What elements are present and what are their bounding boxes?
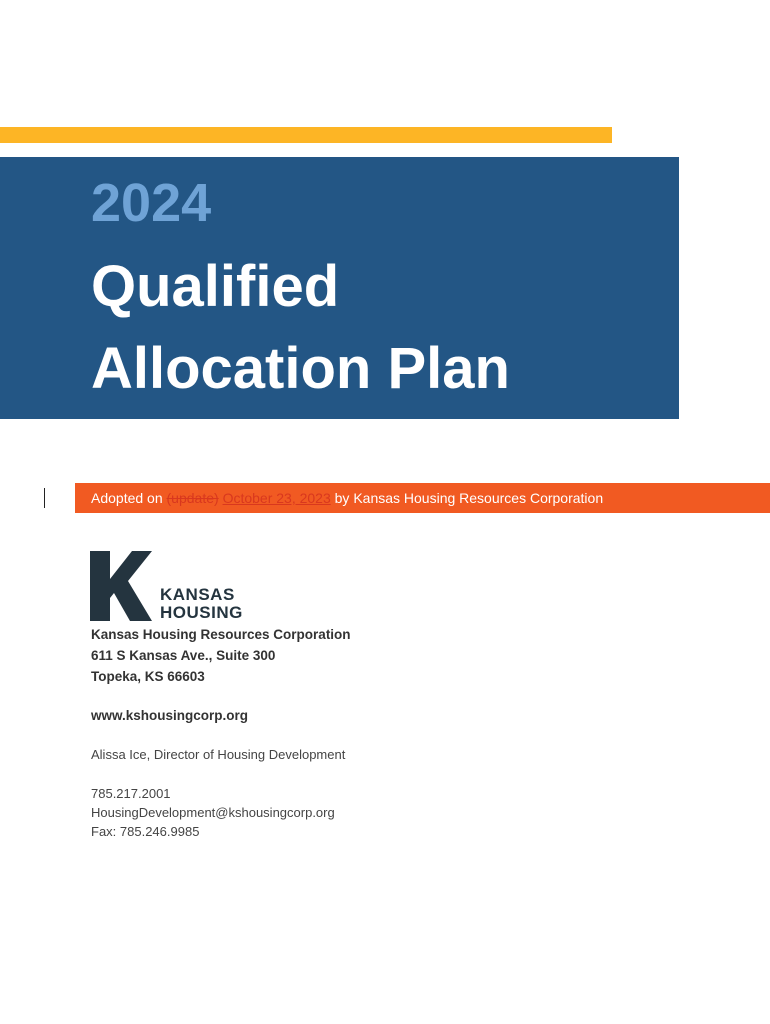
text-cursor (44, 488, 45, 508)
yellow-accent-bar (0, 127, 612, 143)
contact-email-link[interactable]: HousingDevelopment@kshousingcorp.org (91, 805, 335, 820)
adopted-suffix: by Kansas Housing Resources Corporation (330, 490, 604, 506)
org-address-line2: Topeka, KS 66603 (91, 669, 205, 684)
title-line-1: Qualified (91, 254, 340, 319)
org-name: Kansas Housing Resources Corporation (91, 627, 351, 642)
logo-text-housing: HOUSING (160, 603, 243, 622)
org-website-link[interactable]: www.kshousingcorp.org (91, 708, 249, 723)
adopted-banner (75, 483, 770, 513)
adopted-prefix: Adopted on (91, 490, 167, 506)
contact-phone: 785.217.2001 (91, 786, 171, 801)
tracked-deletion[interactable]: (update) (166, 490, 219, 506)
org-address-line1: 611 S Kansas Ave., Suite 300 (91, 648, 276, 663)
title-year: 2024 (91, 173, 212, 233)
logo-text-kansas: KANSAS (160, 585, 235, 604)
contact-person: Alissa Ice, Director of Housing Development (91, 747, 346, 762)
title-line-2: Allocation Plan (91, 336, 510, 401)
tracked-insertion[interactable]: October 23, 2023 (222, 490, 331, 506)
contact-fax: Fax: 785.246.9985 (91, 824, 200, 839)
